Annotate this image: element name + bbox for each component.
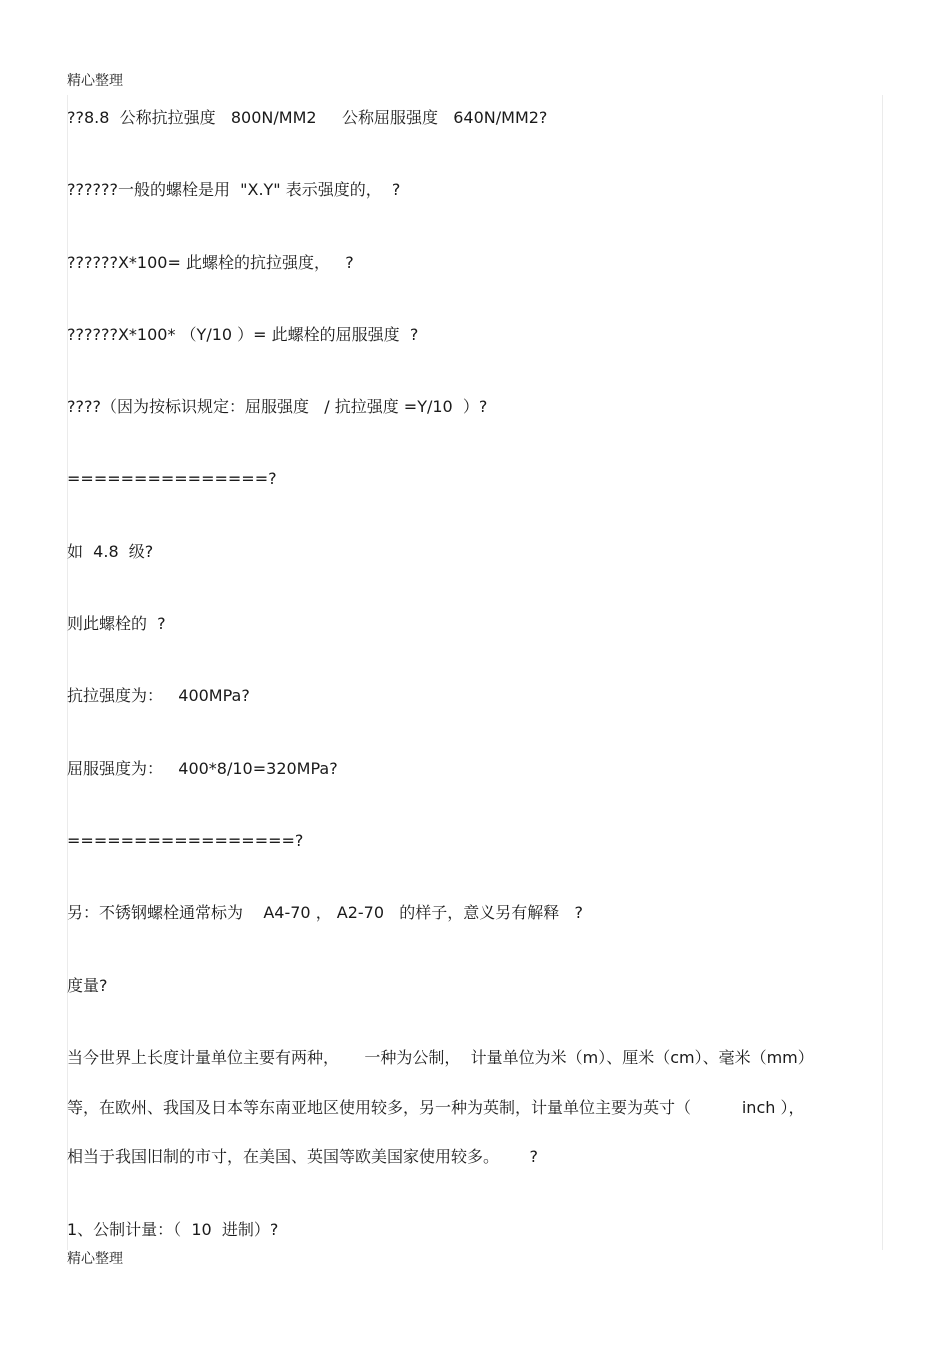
text-line-5: ????（因为按标识规定：屈服强度 / 抗拉强度 =Y/10 ）? (67, 397, 488, 416)
separator-line-2: =================? (67, 831, 304, 850)
text-line-2: ??????一般的螺栓是用 "X.Y" 表示强度的， ? (67, 180, 401, 199)
text-line-10: 另：不锈钢螺栓通常标为 A4-70 ， A2-70 的样子，意义另有解释 ? (67, 903, 584, 922)
paragraph-line-3: 相当于我国旧制的市寸，在美国、英国等欧美国家使用较多。 ? (67, 1147, 539, 1166)
right-margin-rule (882, 95, 883, 1250)
section-heading-measure: 度量? (67, 976, 108, 995)
text-line-4: ??????X*100* （Y/10 ）= 此螺栓的屈服强度 ? (67, 325, 419, 344)
page-header: 精心整理 (67, 73, 123, 89)
paragraph-line-1: 当今世界上长度计量单位主要有两种， 一种为公制， 计量单位为米（m）、厘米（cm）、毫米（mm） (67, 1048, 814, 1067)
text-line-8: 抗拉强度为： 400MPa? (67, 686, 250, 705)
subsection-heading-metric: 1、公制计量：（ 10 进制）? (67, 1220, 279, 1239)
text-line-3: ??????X*100= 此螺栓的抗拉强度， ? (67, 253, 354, 272)
text-line-7: 则此螺栓的 ? (67, 614, 166, 633)
paragraph-line-2: 等，在欧州、我国及日本等东南亚地区使用较多，另一种为英制，计量单位主要为英寸（ inch ）， (67, 1098, 805, 1117)
text-line-9: 屈服强度为： 400*8/10=320MPa? (67, 759, 338, 778)
text-line-1: ??8.8 公称抗拉强度 800N/MM2 公称屈服强度 640N/MM2? (67, 108, 548, 127)
page-footer: 精心整理 (67, 1251, 123, 1267)
separator-line-1: ===============? (67, 469, 277, 488)
text-line-6: 如 4.8 级? (67, 542, 154, 561)
